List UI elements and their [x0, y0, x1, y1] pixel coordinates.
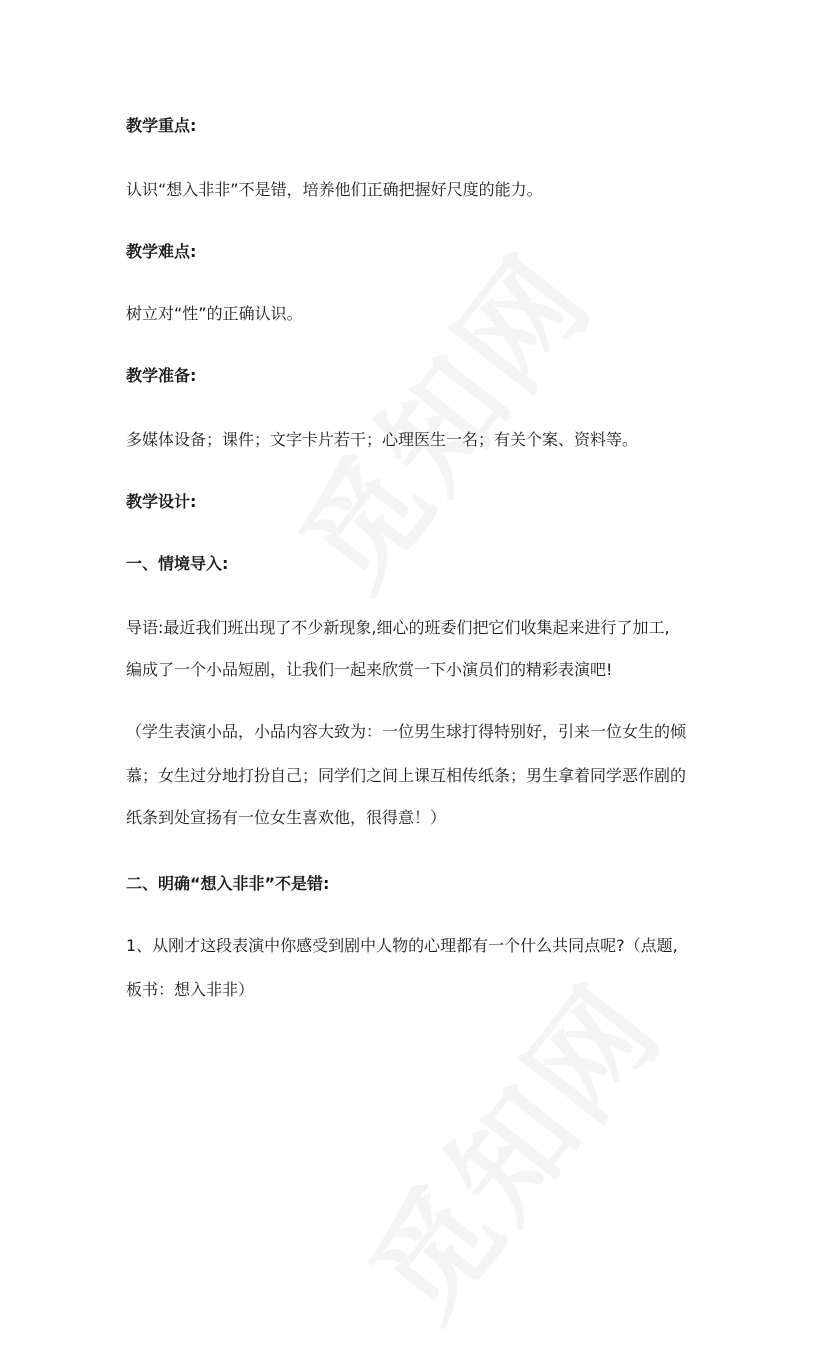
- part1-note-line: 纸条到处宣扬有一位女生喜欢他，很得意！）: [126, 808, 447, 827]
- preparation-text: 多媒体设备；课件；文字卡片若干；心理医生一名；有关个案、资料等。: [126, 430, 639, 449]
- part2-question-line: 1、从刚才这段表演中你感受到剧中人物的心理都有一个什么共同点呢?（点题,: [126, 936, 678, 955]
- key-points-heading: 教学重点:: [126, 116, 197, 135]
- difficulties-heading: 教学难点:: [126, 242, 197, 261]
- part1-intro-line: 编成了一个小品短剧，让我们一起来欣赏一下小演员们的精彩表演吧!: [126, 660, 613, 679]
- watermark: [325, 944, 693, 1348]
- watermark: [255, 214, 623, 618]
- part2-question-line: 板书：想入非非）: [126, 980, 255, 999]
- part1-intro-line: 导语:最近我们班出现了不少新现象,细心的班委们把它们收集起来进行了加工,: [126, 618, 670, 637]
- part1-note-line: （学生表演小品，小品内容大致为：一位男生球打得特别好，引来一位女生的倾: [126, 722, 687, 741]
- key-points-text: 认识“想入非非”不是错，培养他们正确把握好尺度的能力。: [126, 180, 543, 199]
- design-heading: 教学设计:: [126, 492, 197, 511]
- part2-heading: 二、明确“想入非非”不是错:: [126, 874, 330, 893]
- part1-heading: 一、情境导入:: [126, 554, 229, 573]
- part1-note-line: 慕；女生过分地打扮自己；同学们之间上课互相传纸条；男生拿着同学恶作剧的: [126, 766, 687, 785]
- preparation-heading: 教学准备:: [126, 366, 197, 385]
- difficulties-text: 树立对“性”的正确认识。: [126, 304, 303, 323]
